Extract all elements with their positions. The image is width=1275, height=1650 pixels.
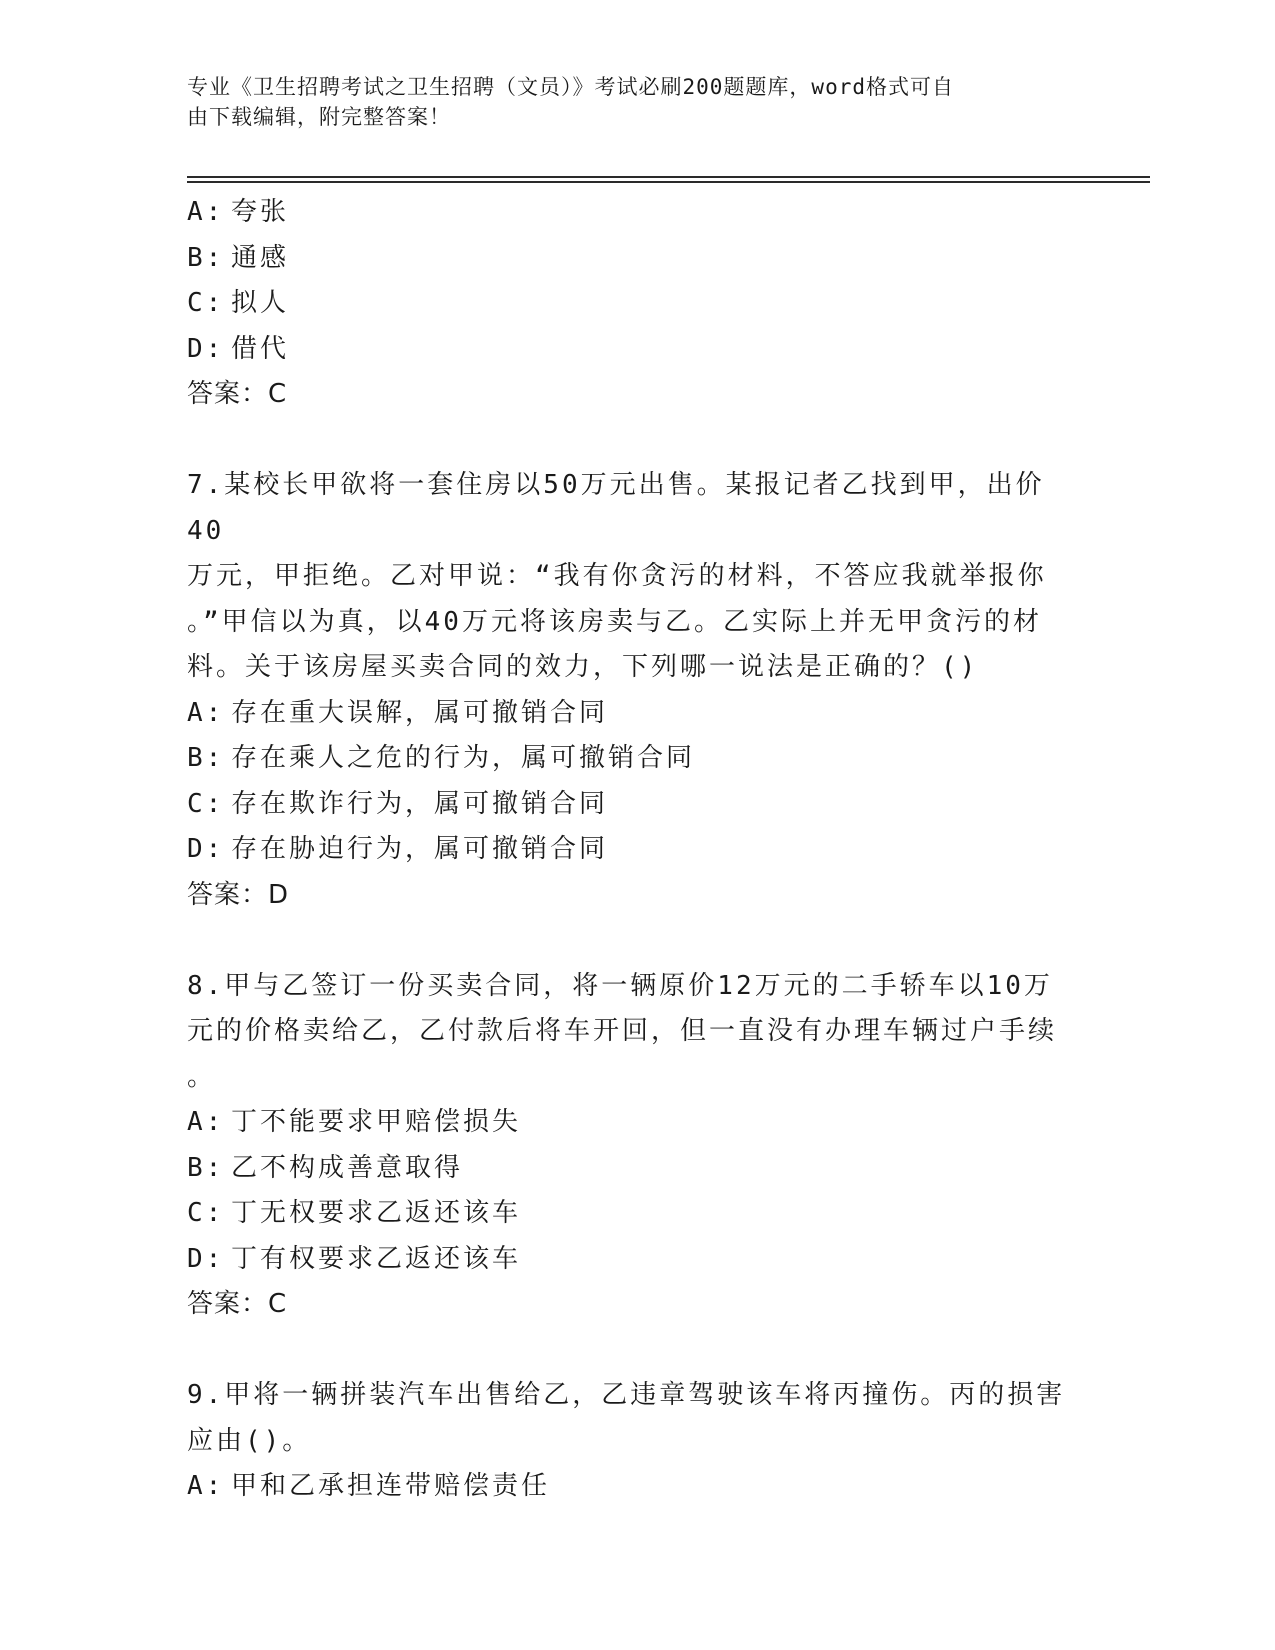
answer-line: 答案：D (187, 879, 290, 910)
option-key: D: (187, 1243, 225, 1274)
option-text: 乙不构成善意取得 (231, 1152, 464, 1183)
option-key: C: (187, 1198, 225, 1228)
option-c (187, 782, 1077, 828)
option-a (187, 190, 1077, 236)
option-text: 丁不能要求甲赔偿损失 (231, 1107, 522, 1137)
spacer (187, 918, 1077, 964)
option-text: 甲和乙承担连带赔偿责任 (231, 1471, 551, 1501)
answer-line: 答案：C (187, 1289, 288, 1319)
option-b (187, 236, 1077, 282)
stem-line: 7.某校长甲欲将一套住房以50万元出售。某报记者乙找到甲，出价40 (187, 470, 1045, 546)
option-key: D: (187, 333, 225, 364)
stem-line: 。”甲信以为真，以40万元将该房卖与乙。乙实际上并无甲贪污的材 (187, 606, 1042, 637)
question-6-continued (187, 190, 1077, 418)
option-text: 丁有权要求乙返还该车 (231, 1243, 522, 1274)
stem-line: 。 (187, 1061, 217, 1092)
question-list (187, 190, 1077, 1510)
option-key: B: (187, 743, 225, 773)
option-text: 存在胁迫行为，属可撤销合同 (231, 834, 609, 864)
answer-line: 答案：C (187, 379, 288, 409)
option-key: A: (187, 1471, 225, 1501)
question-7 (187, 463, 1077, 918)
option-key: A: (187, 197, 225, 227)
option-text: 借代 (231, 333, 290, 364)
option-text: 存在欺诈行为，属可撤销合同 (231, 788, 609, 819)
question-9 (187, 1373, 1077, 1510)
option-text: 拟人 (231, 288, 290, 318)
option-text: 存在乘人之危的行为，属可撤销合同 (231, 743, 696, 773)
option-text: 夸张 (231, 197, 290, 227)
option-a (187, 1464, 1077, 1510)
stem-line: 万元，甲拒绝。乙对甲说：“我有你贪污的材料，不答应我就举报你 (187, 561, 1047, 591)
stem-line: 元的价格卖给乙，乙付款后将车开回，但一直没有办理车辆过户手续 (187, 1016, 1058, 1046)
option-c (187, 1191, 1077, 1237)
option-key: C: (187, 288, 225, 318)
stem-line: 9.甲将一辆拼装汽车出售给乙，乙违章驾驶该车将丙撞伤。丙的损害 (187, 1380, 1066, 1410)
option-key: C: (187, 788, 225, 819)
option-text: 通感 (231, 242, 290, 273)
option-b (187, 1146, 1077, 1192)
option-c (187, 281, 1077, 327)
option-key: A: (187, 1107, 225, 1137)
option-key: B: (187, 242, 225, 273)
option-text: 丁无权要求乙返还该车 (231, 1198, 522, 1228)
option-b (187, 736, 1077, 782)
header-rule-bottom (187, 181, 1150, 183)
stem-line: 8.甲与乙签订一份买卖合同，将一辆原价12万元的二手轿车以10万 (187, 970, 1053, 1001)
option-d (187, 1237, 1077, 1283)
option-key: B: (187, 1152, 225, 1183)
question-stem (187, 964, 1077, 1101)
option-a (187, 1100, 1077, 1146)
spacer (187, 418, 1077, 464)
header-rule-top (187, 176, 1150, 178)
option-d (187, 327, 1077, 373)
question-stem (187, 463, 1077, 691)
option-d (187, 827, 1077, 873)
stem-line: 料。关于该房屋买卖合同的效力，下列哪一说法是正确的？() (187, 652, 979, 682)
question-stem (187, 1373, 1077, 1464)
stem-line: 应由()。 (187, 1425, 312, 1456)
header-line-1: 专业《卫生招聘考试之卫生招聘（文员）》考试必刷200题题库，word格式可自 (187, 75, 954, 99)
option-a (187, 691, 1077, 737)
option-text: 存在重大误解，属可撤销合同 (231, 697, 609, 728)
document-header (187, 72, 1067, 132)
spacer (187, 1328, 1077, 1374)
option-key: A: (187, 697, 225, 728)
question-8 (187, 964, 1077, 1328)
option-key: D: (187, 834, 225, 864)
header-line-2: 由下载编辑，附完整答案！ (187, 105, 451, 129)
